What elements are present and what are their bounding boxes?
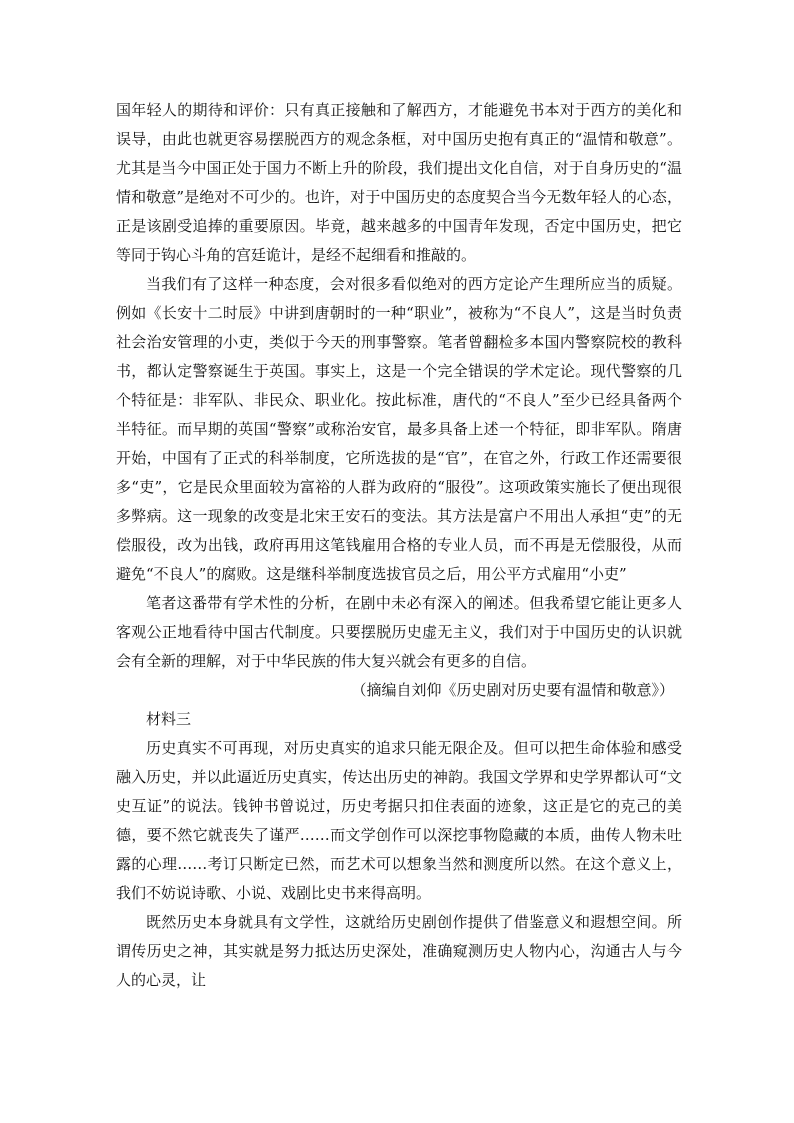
- paragraph-2: 当我们有了这样一种态度，会对很多看似绝对的西方定论产生理所应当的质疑。例如《长安十二时辰》中讲到唐朝时的一种“职业”，被称为“不良人”，这是当时负责社会治安管理的小吏，类似于今天的刑事警察。笔者曾翻检多本国内警察院校的教科书，都认定警察诞生于英国。事实上，这是一个完全错误的学术定论。现代警察的几个特征是：非军队、非民众、职业化。按此标准，唐代的“不良人”至少已经具备两个半特征。而早期的英国“警察”或称治安官，最多具备上述一个特征，即非军队。隋唐开始，中国有了正式的科举制度，它所选拔的是“官”，在官之外，行政工作还需要很多“吏”，它是民众里面较为富裕的人群为政府的“服役”。这项政策实施长了便出现很多弊病。这一现象的改变是北宋王安石的变法。其方法是富户不用出人承担“吏”的无偿服役，改为出钱，政府再用这笔钱雇用合格的专业人员，而不再是无偿服役，从而避免“不良人”的腐败。这是继科举制度选拔官员之后，用公平方式雇用“小吏”: [116, 275, 682, 583]
- paragraph-5: 既然历史本身就具有文学性，这就给历史剧创作提供了借鉴意义和遐想空间。所谓传历史之神，其实就是努力抵达历史深处，准确窥测历史人物内心，沟通古人与今人的心灵，让: [116, 913, 682, 989]
- section-heading: 材料三: [146, 710, 192, 728]
- paragraph-3: 笔者这番带有学术性的分析，在剧中未必有深入的阐述。但我希望它能让更多人客观公正地看待中国古代制度。只要摆脱历史虚无主义，我们对于中国历史的认识就会有全新的理解，对于中华民族的伟大复兴就会有更多的自信。: [116, 594, 682, 670]
- paragraph-1: 国年轻人的期待和评价：只有真正接触和了解西方，才能避免书本对于西方的美化和误导，由此也就更容易摆脱西方的观念条框，对中国历史抱有真正的“温情和敬意”。尤其是当今中国正处于国力不断上升的阶段，我们提出文化自信，对于自身历史的“温情和敬意”是绝对不可少的。也许，对于中国历史的态度契合当今无数年轻人的心态，正是该剧受追捧的重要原因。毕竟，越来越多的中国青年发现，否定中国历史，把它等同于钩心斗角的宫廷诡计，是经不起细看和推敲的。: [116, 101, 682, 264]
- source-attribution: （摘编自刘仰《历史剧对历史要有温情和敬意》）: [351, 681, 674, 699]
- paragraph-4: 历史真实不可再现，对历史真实的追求只能无限企及。但可以把生命体验和感受融入历史，并以此逼近历史真实，传达出历史的神韵。我国文学界和史学界都认可“文史互证”的说法。钱钟书曾说过，历史考据只扣住表面的迹象，这正是它的克己的美德，要不然它就丧失了谨严……而文学创作可以深挖事物隐藏的本质，曲传人物未吐露的心理……考订只断定已然，而艺术可以想象当然和测度所以然。在这个意义上，我们不妨说诗歌、小说、戏剧比史书来得高明。: [116, 739, 682, 902]
- document-page: [116, 96, 682, 995]
